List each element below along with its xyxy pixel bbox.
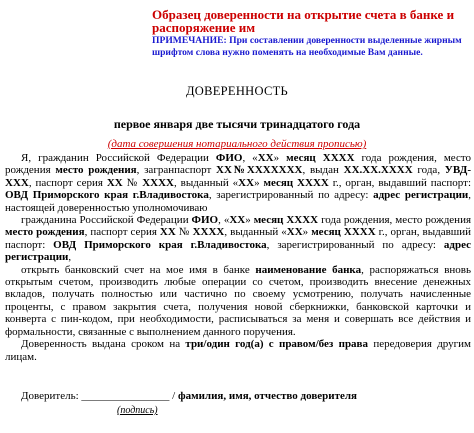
signature-blank: ________________ <box>81 390 170 402</box>
date-hint: (дата совершения нотариального действия прописью) <box>107 138 367 150</box>
passport-series: ХХ <box>106 176 123 189</box>
birth-place: место рождения <box>55 164 137 177</box>
text-run: Доверенность выдана сроком на <box>21 338 186 351</box>
note-text: При составлении доверенности выделенные жирным шрифтом слова нужно поменять на необходимые Вам данные. <box>152 35 462 58</box>
foreign-passport-number: ХХ№ХХХХХХХ <box>216 164 303 177</box>
text-run: » <box>302 226 312 239</box>
attorney-registration-address: адрес регистрации <box>5 238 471 264</box>
passport-issuer: ОВД Приморского края г.Владивостока <box>5 189 209 202</box>
attorney-passport-issuer: ОВД Приморского края г.Владивостока <box>53 238 267 251</box>
sample-title: Образец доверенности на открытие счета в банке и распоряжение им <box>152 7 455 35</box>
sample-header <box>152 8 470 59</box>
passport-number: ХХХХ <box>142 176 174 189</box>
text-run: / <box>169 390 178 402</box>
text-run: г., орган, выдавший паспорт: <box>328 176 471 189</box>
text-run: , выданный « <box>174 176 239 189</box>
text-run: » <box>245 214 254 227</box>
term-paragraph <box>5 338 471 363</box>
attorney-passport-number: ХХХХ <box>192 226 225 239</box>
birth-day: ХХ <box>257 152 274 164</box>
principal-label: Доверитель: <box>21 390 82 402</box>
signature-caption: (подпись) <box>117 405 158 416</box>
attorney-passport-issue-day: ХХ <box>286 226 303 239</box>
foreign-passport-issuer: УВД-ХХХ <box>5 164 472 189</box>
signature-line <box>21 390 357 402</box>
bank-name: наименование банка <box>255 263 362 276</box>
passport-issue-day: ХХ <box>238 176 255 189</box>
attorney-birth-place: место рождения <box>5 226 85 239</box>
registration-address: адрес регистрации <box>373 189 469 202</box>
text-run: года рождения, место рождения <box>318 214 472 227</box>
sample-note <box>152 35 470 59</box>
powers-paragraph <box>5 264 471 338</box>
text-run: , паспорт серия <box>84 226 160 239</box>
attorney-passport-issue-month-year: месяц ХХХХ <box>311 226 376 239</box>
birth-month-year: месяц ХХХХ <box>286 152 355 164</box>
foreign-passport-date: ХХ.ХХ.ХХХХ <box>343 164 413 177</box>
text-run: » <box>273 152 287 164</box>
text-run: , распоряжаться вновь открытым счетом, производить любые операции со счетом, производить внесение денежных вкладов, получать полностью или частично по своему усмотрению, получать начисленные проценты, с правом закрытия счета, получения новой сберкнижки, банковской карточки и конверта с пин-кодом, при необходимости, расписываться за меня и совершать все действия и формальности, связанные с выполнением данного поручения. <box>5 263 472 338</box>
attorney-passport-series: ХХ <box>159 226 176 239</box>
text-run: № <box>175 226 193 239</box>
text-run: , загранпаспорт <box>136 164 217 177</box>
text-run: , зарегистрированный по адресу: <box>208 189 374 202</box>
document-date: первое января две тысячи тринадцатого года <box>113 117 361 131</box>
attorney-birth-month-year: месяц ХХХХ <box>253 214 319 227</box>
text-run: , <box>68 251 72 264</box>
document-title: ДОВЕРЕННОСТЬ <box>185 84 289 98</box>
principal-name: ФИО <box>215 152 243 164</box>
note-label: ПРИМЕЧАНИЕ: <box>152 35 227 46</box>
text-run: передоверия другим лицам. <box>5 338 472 363</box>
text-run: , « <box>242 152 258 164</box>
text-run: , выдан <box>302 164 344 177</box>
passport-issue-month-year: месяц ХХХХ <box>263 176 329 189</box>
text-run: года, <box>412 164 445 177</box>
text-run: , выданный « <box>224 226 287 239</box>
text-run: » <box>254 176 264 189</box>
attorney-birth-day: ХХ <box>229 214 246 227</box>
text-run: гражданина Российской Федерации <box>21 214 192 227</box>
principal-full-name: фамилия, имя, отчество доверителя <box>177 390 358 402</box>
attorney-paragraph <box>5 214 471 264</box>
text-run: , « <box>218 214 230 227</box>
principal-paragraph <box>5 152 471 214</box>
document-body <box>5 152 471 363</box>
text-run: , паспорт серия <box>28 176 107 189</box>
text-run: г., орган, выдавший паспорт: <box>5 226 472 251</box>
text-run: открыть банковский счет на мое имя в банке <box>21 263 256 276</box>
term-value: три/один год(а) с правом/без права <box>185 338 369 351</box>
text-run: № <box>122 176 143 189</box>
text-run: Я, гражданин Российской Федерации <box>21 152 216 164</box>
text-run: , настоящей доверенностью уполномочиваю <box>5 189 471 214</box>
text-run: , зарегистрированный по адресу: <box>266 238 444 251</box>
text-run: года рождения, место рождения <box>5 152 471 177</box>
attorney-name: ФИО <box>191 214 219 227</box>
